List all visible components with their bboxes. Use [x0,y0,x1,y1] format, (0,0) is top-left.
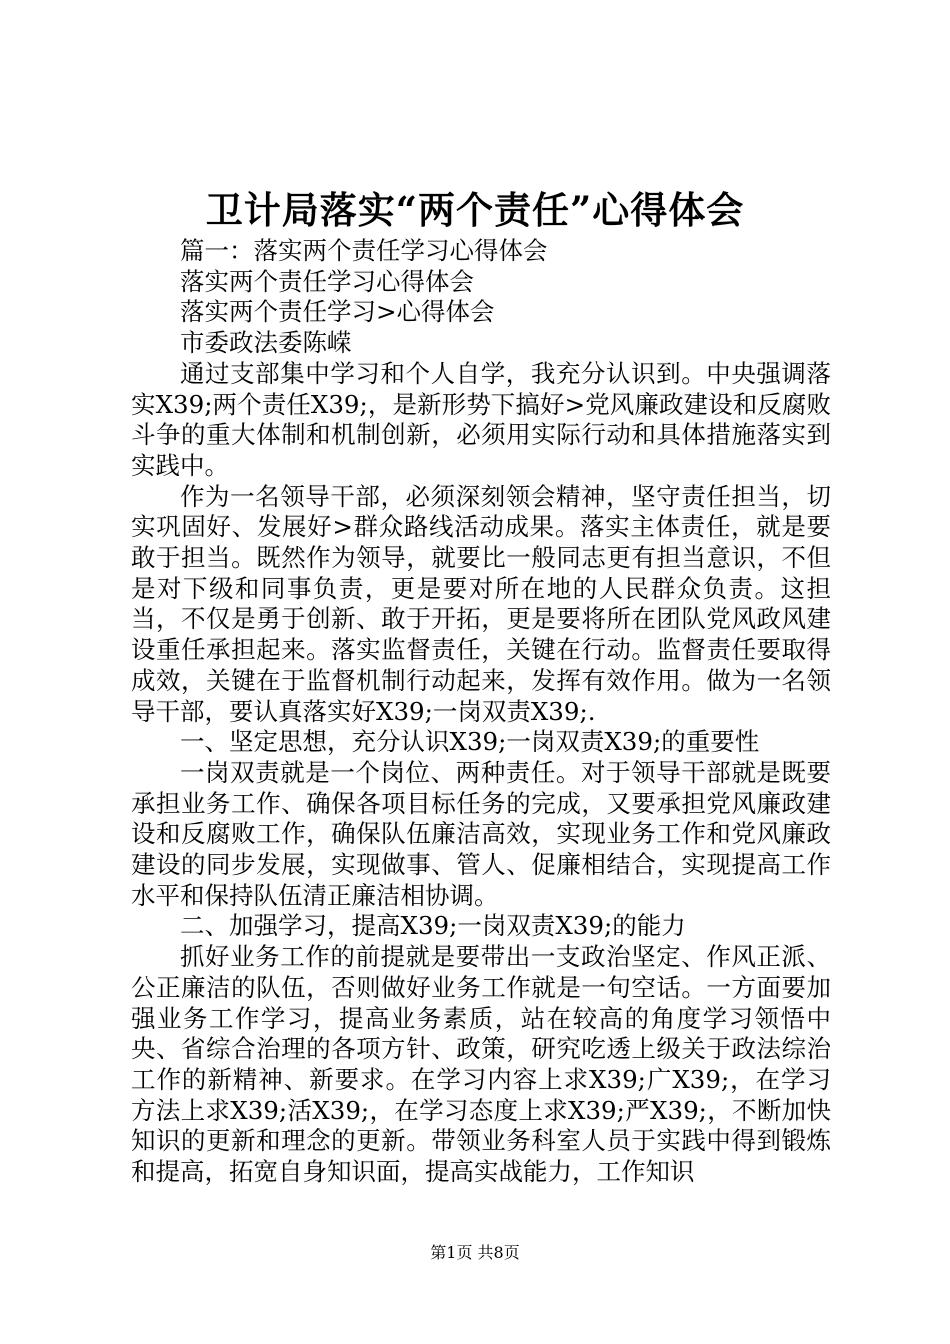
document-body [131,236,831,1188]
paragraph-subtitle: 落实两个责任学习心得体会 [180,266,474,296]
paragraph-body: 通过支部集中学习和个人自学，我充分认识到。中央强调落实X39;两个责任X39;，是新形势下搞好>党风廉政建设和反腐败斗争的重大体制和机制创新，必须用实际行动和具体措施落实到实践中。 [131,358,831,480]
paragraph-section-heading-two: 二、加强学习，提高X39;一岗双责X39;的能力 [180,911,686,941]
paragraph-section-heading-one: 一、坚定思想，充分认识X39;一岗双责X39;的重要性 [180,727,760,757]
paragraph-body: 作为一名领导干部，必须深刻领会精神，坚守责任担当，切实巩固好、发展好>群众路线活动成果。落实主体责任，就是要敢于担当。既然作为领导，就要比一般同志更有担当意识，不但是对下级和同事负责，更是要对所在地的人民群众负责。这担当，不仅是勇于创新、敢于开拓，更是要将所在团队党风政风建设重任承担起来。落实监督责任，关键在行动。监督责任要取得成效，关键在于监督机制行动起来，发挥有效作用。做为一名领导干部，要认真落实好X39;一岗双责X39;. [131,481,831,726]
document-title: 卫计局落实“两个责任”心得体会 [205,188,745,232]
paragraph-body: 抓好业务工作的前提就是要带出一支政治坚定、作风正派、公正廉洁的队伍，否则做好业务工作就是一句空话。一方面要加强业务工作学习，提高业务素质，站在较高的角度学习领悟中央、省综合治理的各项方针、政策，研究吃透上级关于政法综治工作的新精神、新要求。在学习内容上求X39;广X39;，在学习方法上求X39;活X39;，在学习态度上求X39;严X39;，不断加快知识的更新和理念的更新。带领业务科室人员于实践中得到锻炼和提高，拓宽自身知识面，提高实战能力，工作知识 [131,942,831,1187]
page-number-label: 第1页 共8页 [430,1243,520,1262]
page-footer [0,1243,950,1263]
paragraph-body: 一岗双责就是一个岗位、两种责任。对于领导干部就是既要承担业务工作、确保各项目标任务的完成，又要承担党风廉政建设和反腐败工作，确保队伍廉洁高效，实现业务工作和党风廉政建设的同步发展，实现做事、管人、促廉相结合，实现提高工作水平和保持队伍清正廉洁相协调。 [131,757,831,910]
paragraph-subtitle-repeat: 落实两个责任学习>心得体会 [180,297,495,327]
paragraph-author: 市委政法委陈嵘 [180,328,352,358]
paragraph-heading-part-one: 篇一：落实两个责任学习心得体会 [180,236,548,265]
